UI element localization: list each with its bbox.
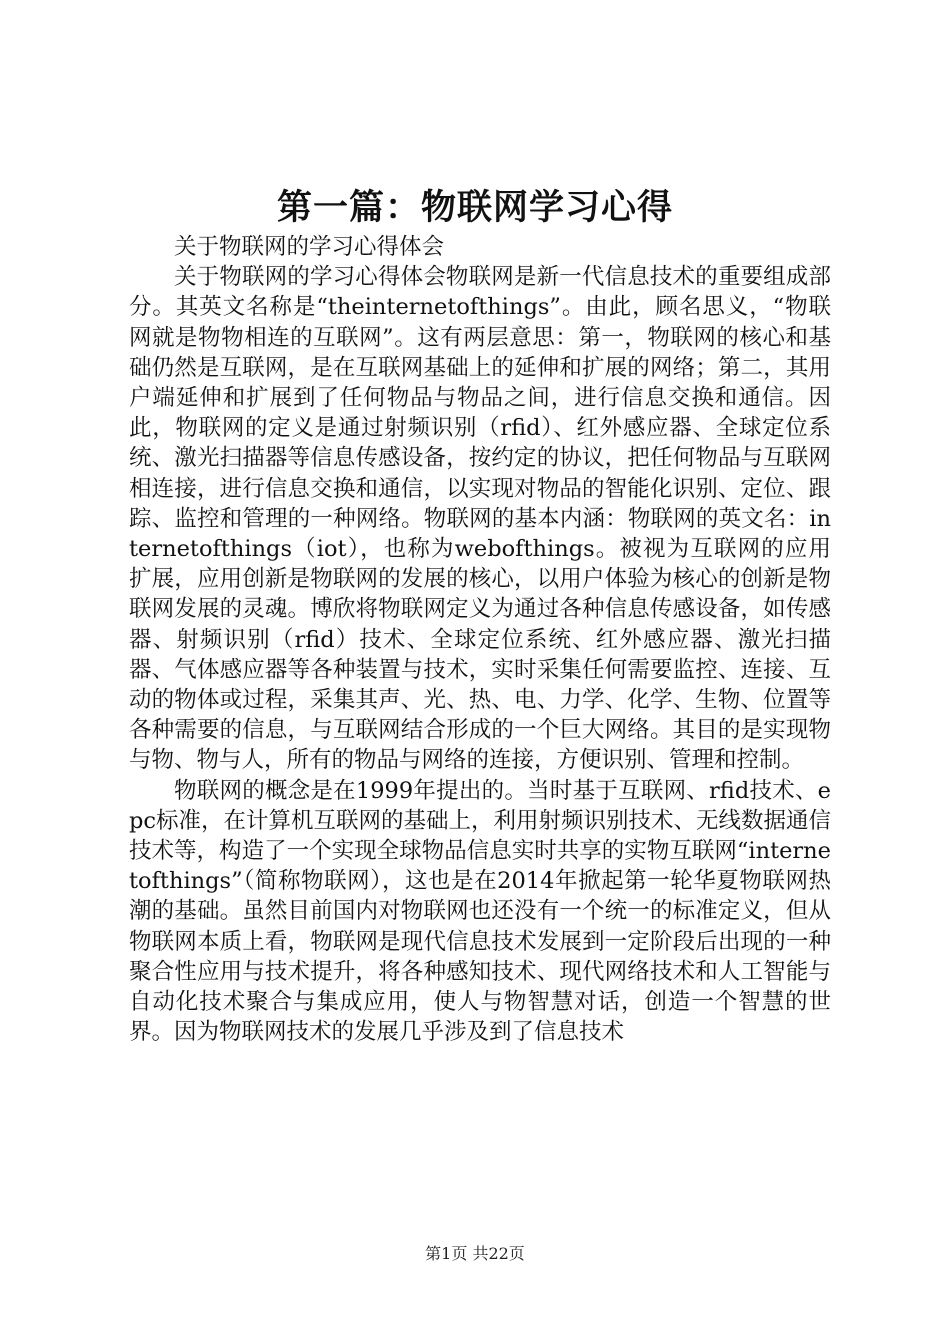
paragraph-intro: 关于物联网的学习心得体会 [174, 234, 445, 260]
paragraph-definition: 关于物联网的学习心得体会物联网是新一代信息技术的重要组成部分。其英文名称是“theinternetofthings”。由此，顾名思义，“物联网就是物物相连的互联网”。这有两层意思：第一，物联网的核心和基础仍然是互联网，是在互联网基础上的延伸和扩展的网络；第二，其用户端延伸和扩展到了任何物品与物品之间，进行信息交换和通信。因此，物联网的定义是通过射频识别（rfid）、红外感应器、全球定位系统、激光扫描器等信息传感设备，按约定的协议，把任何物品与互联网相连接，进行信息交换和通信，以实现对物品的智能化识别、定位、跟踪、监控和管理的一种网络。物联网的基本内涵：物联网的英文名：internetofthings（iot），也称为webofthings。被视为互联网的应用扩展，应用创新是物联网的发展的核心，以用户体验为核心的创新是物联网发展的灵魂。博欣将物联网定义为通过各种信息传感设备，如传感器、射频识别（rfid）技术、全球定位系统、红外感应器、激光扫描器、气体感应器等各种装置与技术，实时采集任何需要监控、连接、互动的物体或过程，采集其声、光、热、电、力学、化学、生物、位置等各种需要的信息，与互联网结合形成的一个巨大网络。其目的是实现物与物、物与人，所有的物品与网络的连接，方便识别、管理和控制。 [129, 264, 831, 774]
document-title: 第一篇：物联网学习心得 [276, 187, 673, 228]
document-body [129, 232, 831, 1047]
paragraph-history: 物联网的概念是在1999年提出的。当时基于互联网、rfid技术、epc标准，在计算机互联网的基础上，利用射频识别技术、无线数据通信技术等，构造了一个实现全球物品信息实时共享的实物互联网“internetofthings”（简称物联网），这也是在2014年掀起第一轮华夏物联网热潮的基础。虽然目前国内对物联网也还没有一个统一的标准定义，但从物联网本质上看，物联网是现代信息技术发展到一定阶段后出现的一种聚合性应用与技术提升，将各种感知技术、现代网络技术和人工智能与自动化技术聚合与集成应用，使人与物智慧对话，创造一个智慧的世界。因为物联网技术的发展几乎涉及到了信息技术 [129, 777, 832, 1046]
page-footer: 第1页 共22页 [425, 1244, 525, 1263]
